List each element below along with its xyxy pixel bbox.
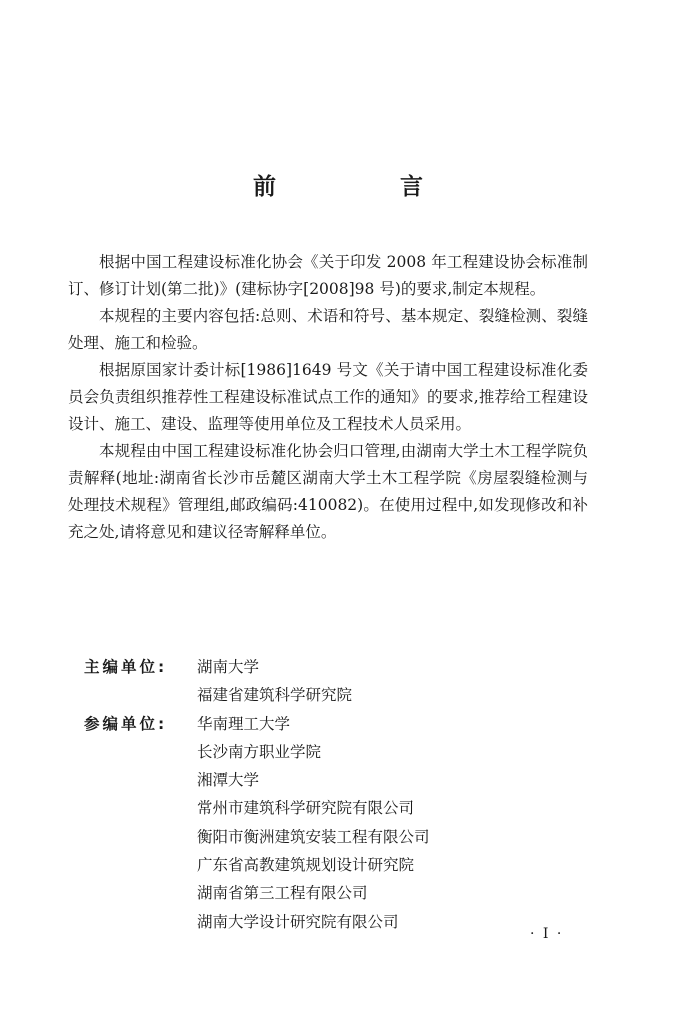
paragraph: 根据原国家计委计标[1986]1649 号文《关于请中国工程建设标准化委员会负责组织推荐性工程建设标准试点工作的通知》的要求,推荐给工程建设设计、施工、建设、监理等使用单位及工程技术人员采用。 xyxy=(68,361,588,433)
unit-item: 华南理工大学 xyxy=(197,714,291,733)
unit-item: 湖南大学 xyxy=(197,658,260,676)
unit-item: 常州市建筑科学研究院有限公司 xyxy=(197,799,415,818)
paragraph: 本规程由中国工程建设标准化协会归口管理,由湖南大学土木工程学院负责解释(地址:湖南省长沙市岳麓区湖南大学土木工程学院《房屋裂缝检测与处理技术规程》管理组,邮政编码:410082)。在使用过程中,如发现修改和补充之处,请将意见和建议径寄解释单位。 xyxy=(68,442,588,541)
chief-units-list xyxy=(197,653,352,710)
participating-units-list xyxy=(197,710,430,936)
page-number: · Ⅰ · xyxy=(530,926,564,942)
unit-item: 长沙南方职业学院 xyxy=(197,742,322,761)
page-title: 前 言 xyxy=(252,174,481,200)
paragraph: 本规程的主要内容包括:总则、术语和符号、基本规定、裂缝检测、裂缝处理、施工和检验。 xyxy=(68,307,588,352)
unit-item: 广东省高教建筑规划设计研究院 xyxy=(197,856,415,875)
chief-units-label: 主编单位: xyxy=(84,658,168,676)
unit-item: 湘潭大学 xyxy=(197,771,260,790)
participating-units-row xyxy=(84,710,604,936)
paragraph: 根据中国工程建设标准化协会《关于印发 2008 年工程建设协会标准制订、修订计划(第二批)》(建标协字[2008]98 号)的要求,制定本规程。 xyxy=(68,253,588,298)
unit-item: 湖南省第三工程有限公司 xyxy=(197,884,368,903)
units-section xyxy=(84,653,604,936)
chief-units-row xyxy=(84,653,604,710)
unit-item: 福建省建筑科学研究院 xyxy=(197,686,353,705)
preface-body xyxy=(68,249,588,546)
unit-item: 湖南大学设计研究院有限公司 xyxy=(197,912,399,931)
unit-item: 衡阳市衡洲建筑安装工程有限公司 xyxy=(197,827,430,846)
participating-units-label: 参编单位: xyxy=(84,714,168,733)
